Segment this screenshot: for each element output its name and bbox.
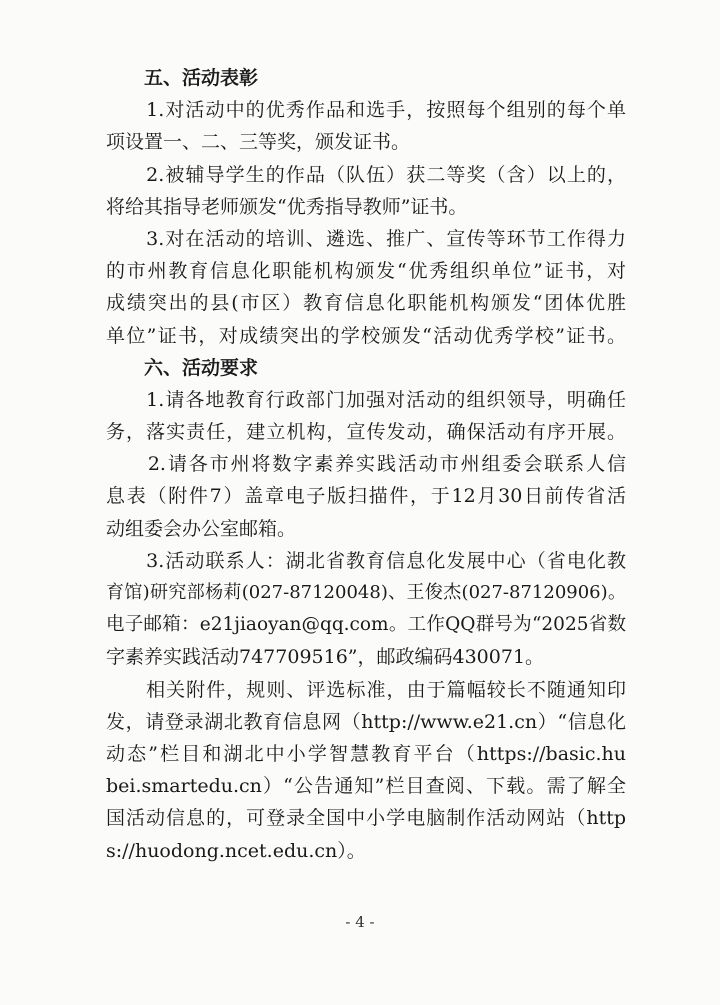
paragraph-line: 电子邮箱：e21jiaoyan@qq.com。工作QQ群号为“2025省数 [106, 614, 626, 636]
paragraph-line: 将给其指导老师颁发“优秀指导教师”证书。 [106, 195, 468, 218]
paragraph-line: 单位”证书，对成绩突出的学校颁发“活动优秀学校”证书。 [106, 324, 626, 347]
paragraph-line: 发，请登录湖北教育信息网（http://www.e21.cn）“信息化 [106, 710, 626, 733]
page-number: - 4 - [345, 913, 375, 931]
paragraph-line: 动态”栏目和湖北中小学智慧教育平台（https://basic.hu [106, 742, 626, 765]
paragraph-line: 项设置一、二、三等奖，颁发证书。 [106, 131, 411, 154]
paragraph-line: 成绩突出的县(市区）教育信息化职能机构颁发“团体优胜 [106, 292, 626, 315]
paragraph-line: 2.请各市州将数字素养实践活动市州组委会联系人信 [106, 453, 626, 476]
body-text [106, 62, 626, 867]
paragraph-line: 3.活动联系人：湖北省教育信息化发展中心（省电化教 [106, 549, 626, 572]
paragraph-line: 的市州教育信息化职能机构颁发“优秀组织单位”证书，对 [106, 260, 626, 283]
paragraph-line: 2.被辅导学生的作品（队伍）获二等奖（含）以上的， [106, 163, 626, 186]
paragraph-line: s://huodong.ncet.edu.cn）。 [106, 839, 366, 862]
paragraph-line: 3.对在活动的培训、遴选、推广、宣传等环节工作得力 [106, 227, 626, 250]
paragraph-line: 字素养实践活动747709516”，邮政编码430071。 [106, 646, 545, 669]
section-heading-requirements: 六、活动要求 [106, 356, 259, 379]
paragraph-line: 育馆)研究部杨莉(027-87120048)、王俊杰(027-87120906)。 [106, 582, 626, 603]
paragraph-line: 动组委会办公室邮箱。 [106, 517, 297, 540]
paragraph-line: 1.对活动中的优秀作品和选手，按照每个组别的每个单 [106, 99, 626, 122]
paragraph-line: 1.请各地教育行政部门加强对活动的组织领导，明确任 [106, 388, 626, 411]
paragraph-line: bei.smartedu.cn）“公告通知”栏目查阅、下载。需了解全 [106, 775, 626, 798]
paragraph-line: 相关附件，规则、评选标准，由于篇幅较长不随通知印 [106, 678, 626, 701]
paragraph-line: 国活动信息的，可登录全国中小学电脑制作活动网站（http [106, 807, 626, 830]
section-heading-awards: 五、活动表彰 [106, 67, 259, 89]
paragraph-line: 务，落实责任，建立机构，宣传发动，确保活动有序开展。 [106, 421, 626, 444]
paragraph-line: 息表（附件7）盖章电子版扫描件，于12月30日前传省活 [106, 485, 626, 508]
